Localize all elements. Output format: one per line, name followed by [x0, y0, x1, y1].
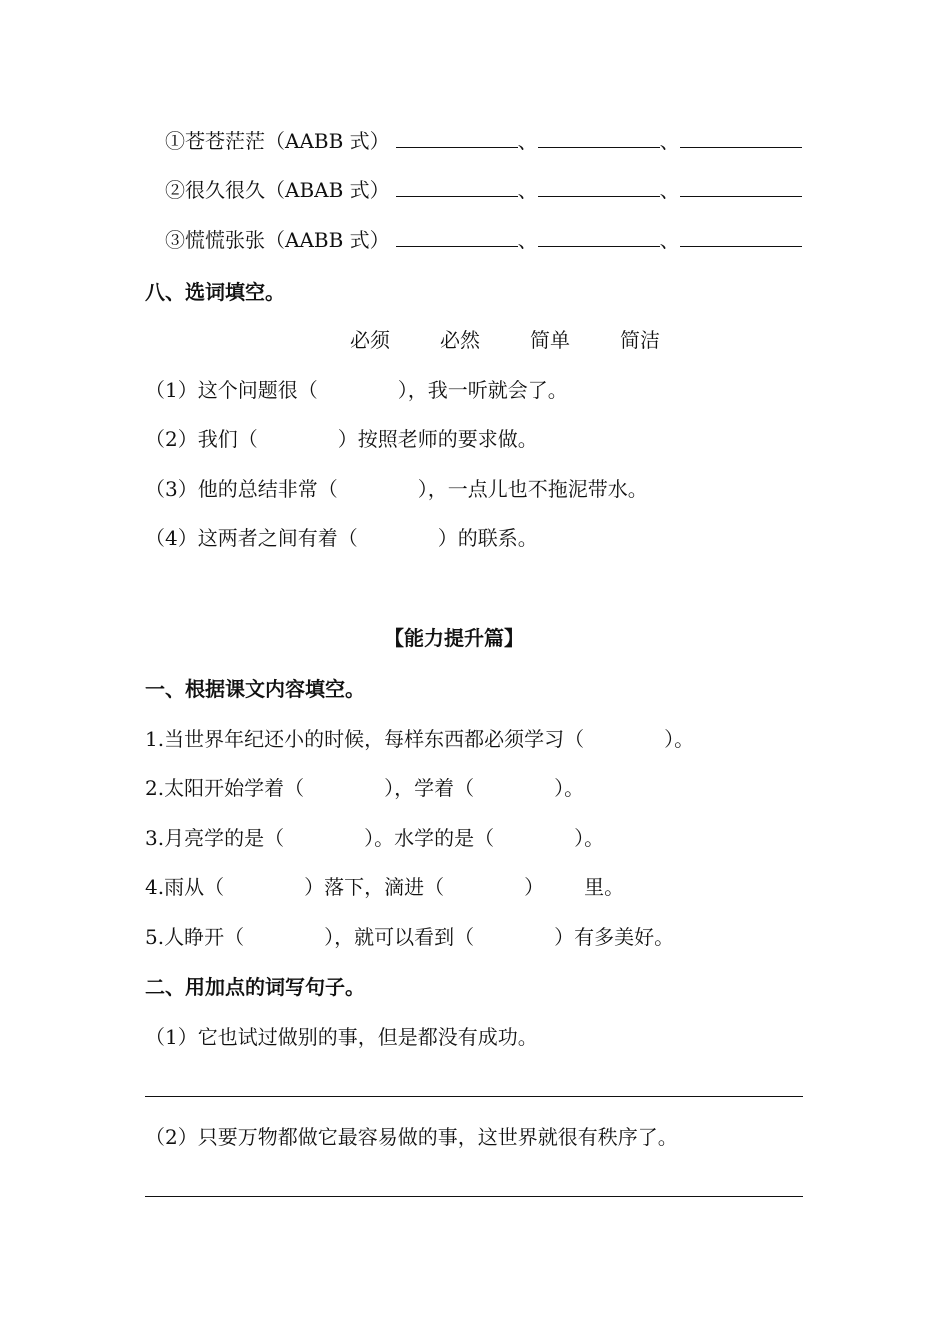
question-5: 5.人睁开（ ），就可以看到（ ）有多美好。 [145, 925, 675, 949]
word-bank-item: 简单 [530, 328, 570, 352]
aabb-row-1: ①苍苍茫茫（AABB 式） 、 、 [165, 127, 802, 155]
answer-blank[interactable] [538, 176, 660, 197]
question-3: 3.月亮学的是（ ）。水学的是（ ）。 [145, 826, 605, 850]
question-4: 4.雨从（ ）落下，滴进（ ） 里。 [145, 875, 625, 899]
answer-blank[interactable] [680, 176, 802, 197]
sentence-prompt-2: （2）只要万物都做它最容易做的事，这世界就很有秩序了。 [145, 1125, 678, 1149]
section-8-heading: 八、选词填空。 [145, 280, 285, 304]
answer-blank[interactable] [538, 127, 660, 148]
word-bank-item: 必然 [440, 328, 480, 352]
row-label: ③慌慌张张（AABB 式） [165, 228, 390, 252]
abab-row-2: ②很久很久（ABAB 式） 、 、 [165, 176, 802, 204]
fill-item-3: （3）他的总结非常（ ），一点儿也不拖泥带水。 [145, 477, 648, 501]
question-1: 1.当世界年纪还小的时候，每样东西都必须学习（ ）。 [145, 727, 695, 751]
fill-item-1: （1）这个问题很（ ），我一听就会了。 [145, 378, 568, 402]
word-bank-item: 简洁 [620, 328, 660, 352]
section-2-heading: 二、用加点的词写句子。 [145, 975, 365, 999]
ability-title: 【能力提升篇】 [384, 626, 524, 650]
answer-blank[interactable] [396, 226, 518, 247]
question-2: 2.太阳开始学着（ ），学着（ ）。 [145, 776, 585, 800]
fill-item-2: （2）我们（ ）按照老师的要求做。 [145, 427, 538, 451]
word-bank-item: 必须 [350, 328, 390, 352]
section-1-heading: 一、根据课文内容填空。 [145, 677, 365, 701]
answer-blank[interactable] [538, 226, 660, 247]
row-label: ①苍苍茫茫（AABB 式） [165, 129, 390, 153]
aabb-row-3: ③慌慌张张（AABB 式） 、 、 [165, 226, 802, 254]
answer-blank[interactable] [396, 127, 518, 148]
sentence-prompt-1: （1）它也试过做别的事，但是都没有成功。 [145, 1025, 538, 1049]
answer-blank[interactable] [396, 176, 518, 197]
answer-blank[interactable] [680, 127, 802, 148]
answer-line[interactable] [145, 1196, 803, 1197]
word-bank [350, 326, 710, 354]
answer-blank[interactable] [680, 226, 802, 247]
answer-line[interactable] [145, 1096, 803, 1097]
row-label: ②很久很久（ABAB 式） [165, 178, 390, 202]
fill-item-4: （4）这两者之间有着（ ）的联系。 [145, 526, 538, 550]
